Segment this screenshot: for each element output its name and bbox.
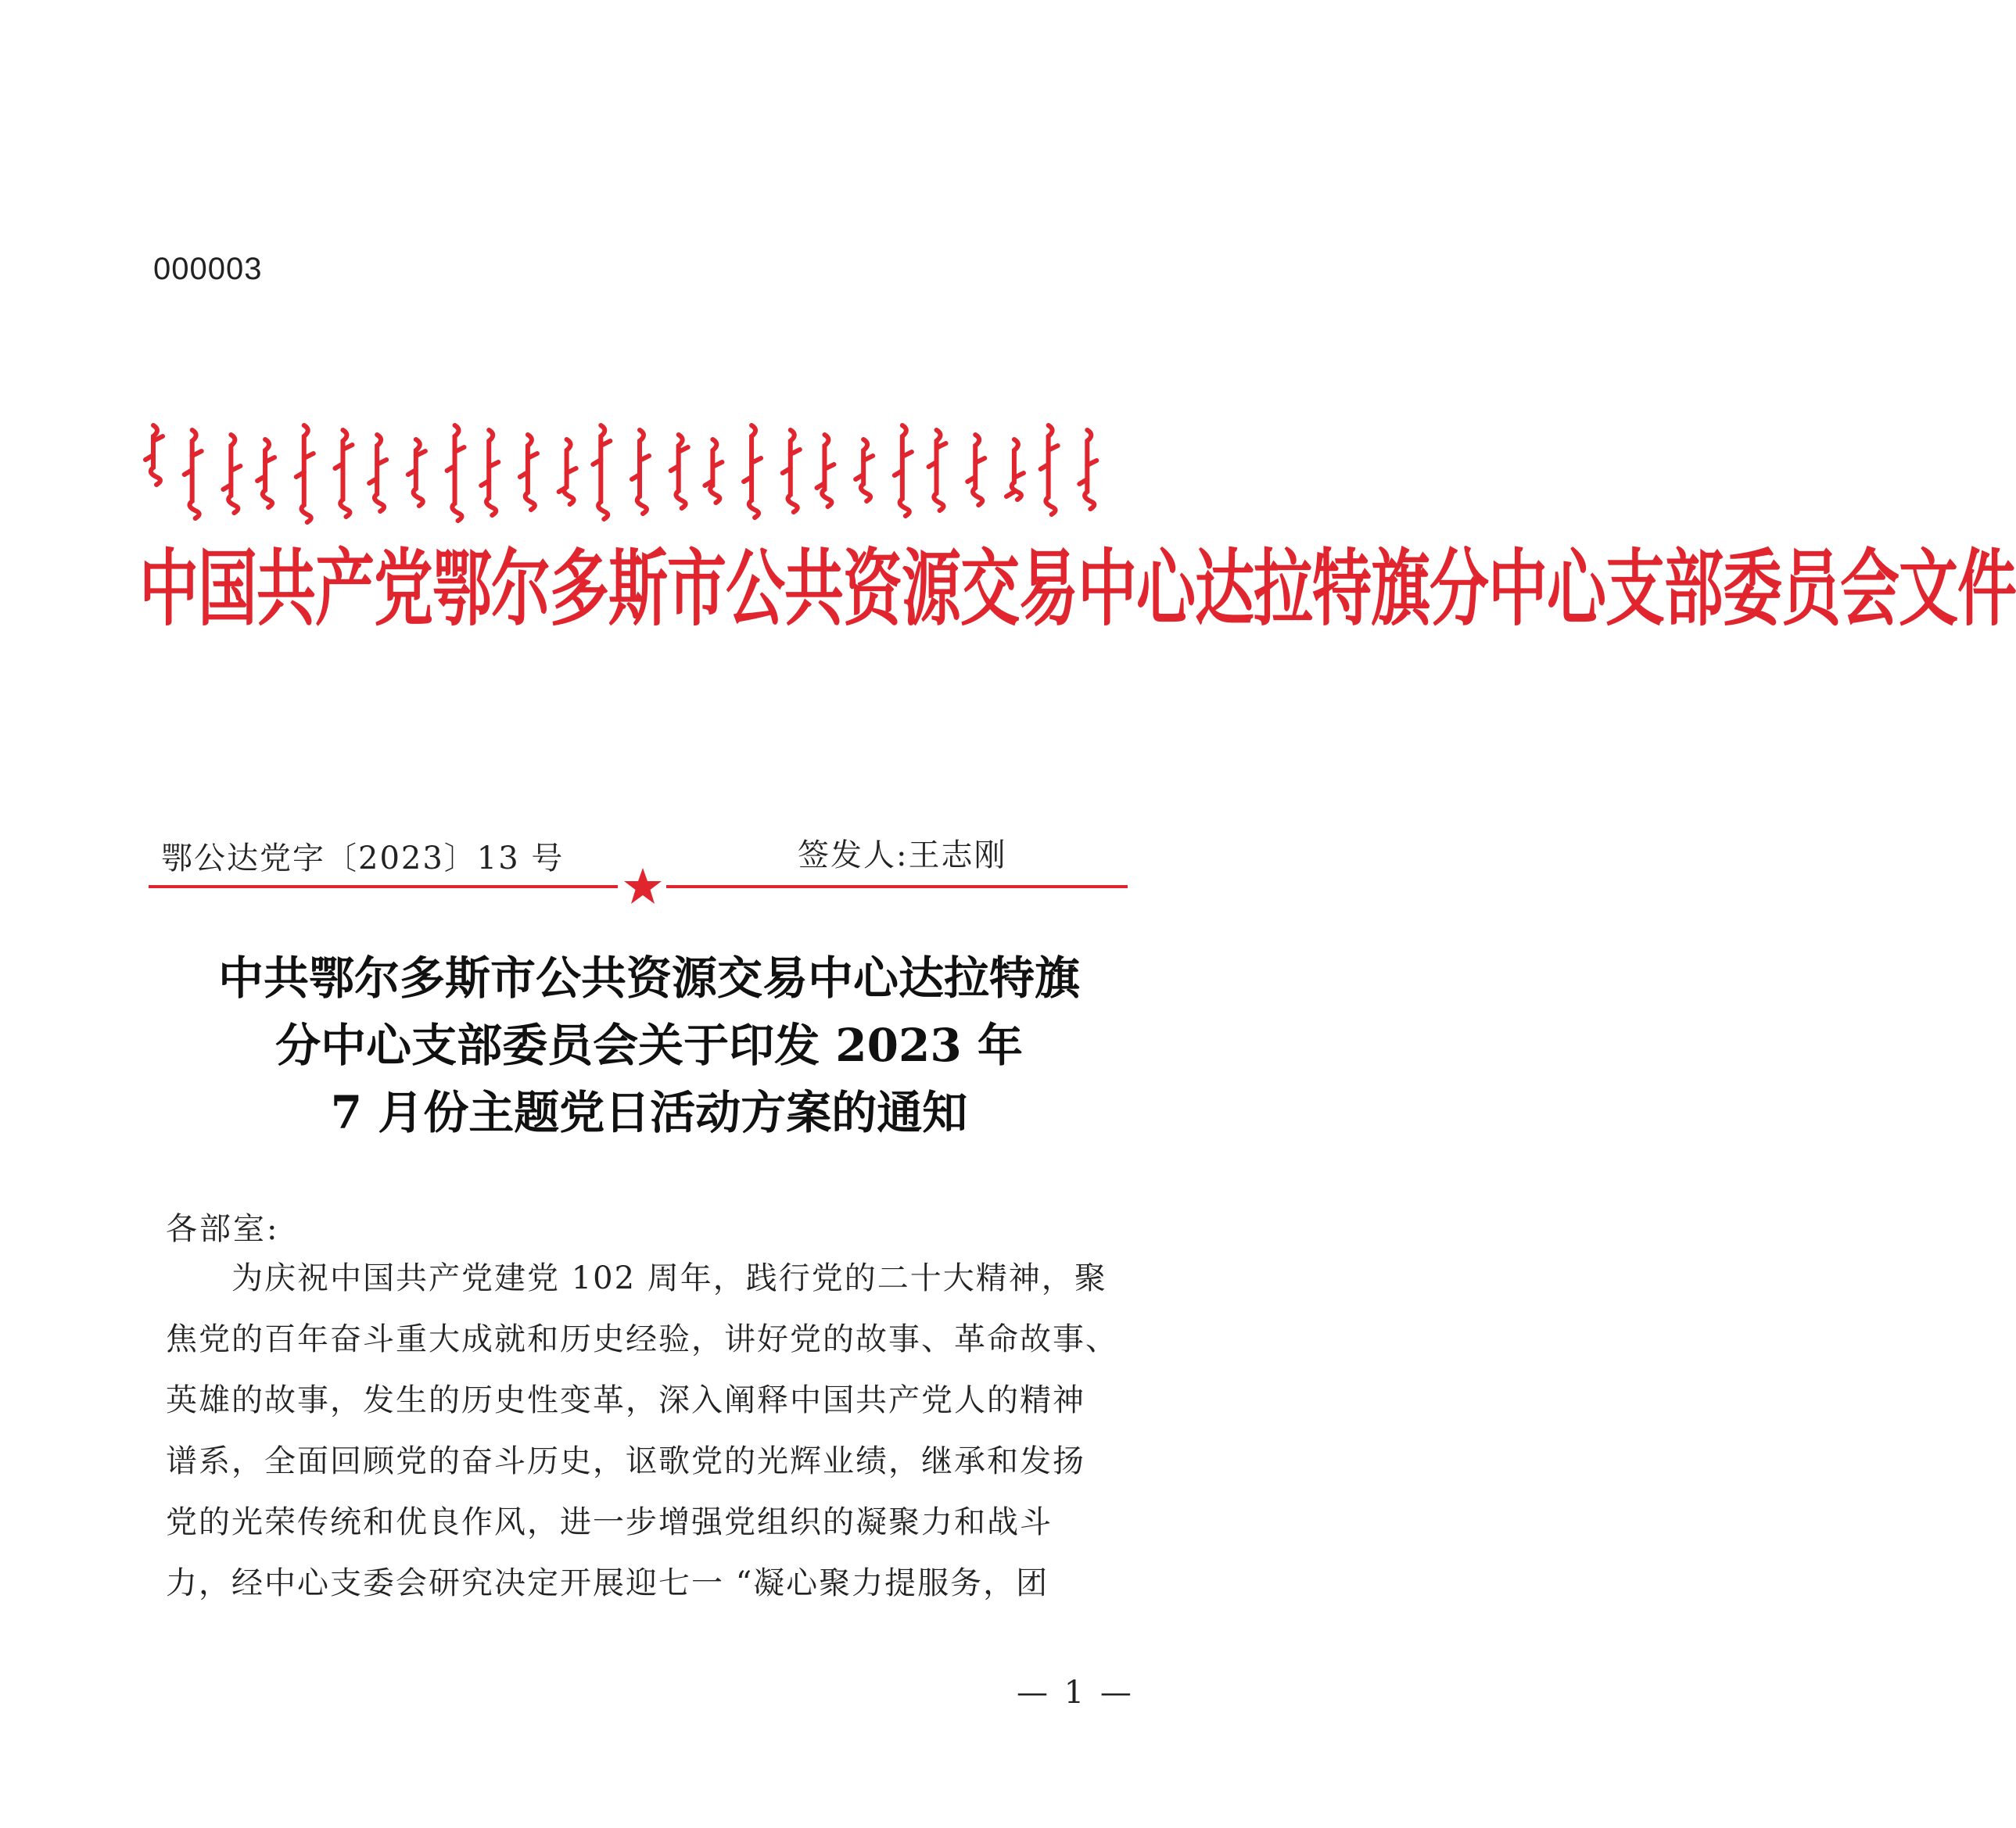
mongolian-glyph-stroke [749,425,759,518]
title-line: 7 月份主题党日活动方案的通知 [330,1086,968,1139]
red-star-icon [622,866,663,907]
document-title [141,944,1157,1146]
mongolian-glyph-stroke [228,435,238,513]
document-signer: 签发人:王志刚 [798,837,1007,873]
body-paragraph [166,1248,1128,1614]
page-number: — 1 — [1017,1675,1135,1711]
header-divider-right [666,885,1128,888]
header-divider-left [149,885,618,888]
mongolian-glyph-stroke [973,435,982,505]
mongolian-glyph-stroke [486,430,496,515]
body-line: 谱系，全面回顾党的奋斗历史，讴歌党的光辉业绩，继承和发扬 [166,1443,1085,1479]
body-line: 焦党的百年奋斗重大成就和历史经验，讲好党的故事、革命故事、 [166,1321,1118,1357]
title-line: 分中心支部委员会关于印发 2023 年 [275,1019,1023,1072]
mongolian-glyph-stroke [1046,425,1055,514]
mongolian-glyph-stroke [637,430,647,514]
body-line: 英雄的故事，发生的历史性变革，深入阐释中国共产党人的精神 [166,1382,1085,1418]
mongolian-glyph-stroke [861,439,870,501]
body-line: 党的光荣传统和优良作风，进一步增强党组织的凝聚力和战斗 [166,1504,1053,1540]
document-number: 鄂公达党字〔2023〕13 号 [161,841,565,876]
body-line: 为庆祝中国共产党建党 102 周年，践行党的二十大精神，聚 [231,1260,1107,1296]
greeting: 各部室: [166,1211,280,1247]
mongolian-glyph-stroke [676,435,685,508]
mongolian-glyph-stroke [340,430,350,517]
mongolian-glyph-stroke [452,425,461,521]
title-line: 中共鄂尔多斯市公共资源交易中心达拉特旗 [217,952,1080,1005]
body-line: 力，经中心支委会研究决定开展迎七一 “凝心聚力提服务，团 [166,1565,1049,1601]
mongolian-glyph-stroke [710,439,719,503]
organization-header: 中国共产党鄂尔多斯市公共资源交易中心达拉特旗分中心支部委员会文件 [139,539,2016,637]
mongolian-glyph-stroke [598,425,608,519]
mongolian-header-graphic [138,414,1139,539]
serial-number: 000003 [153,252,263,286]
mongolian-glyph-stroke [375,435,384,511]
mongolian-glyph-stroke [189,430,199,518]
mongolian-glyph-stroke [1085,430,1094,509]
mongolian-glyph-stroke [263,439,272,507]
mongolian-glyph-stroke [934,430,943,511]
